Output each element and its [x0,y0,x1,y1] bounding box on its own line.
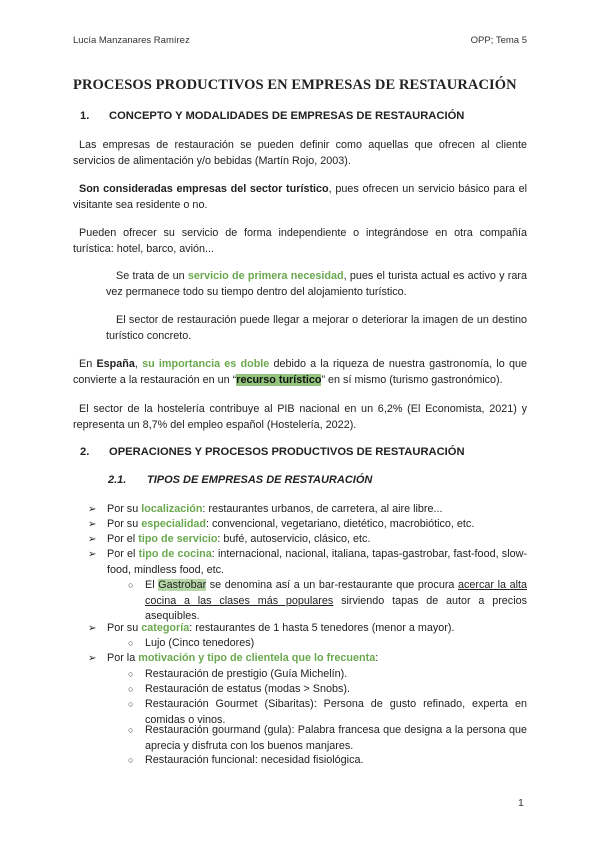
green-term: especialidad [141,518,207,530]
item-text: : restaurantes urbanos, de carretera, al aire libre... [202,503,443,515]
paragraph-definition: Las empresas de restauración se pueden definir como aquellas que ofrecen al cliente servicios de alimentación y/o bebidas (Martín Rojo, 2003). [73,139,527,167]
item-text: Por la [107,652,139,664]
header-course: OPP; Tema 5 [470,35,527,46]
bold-espana: España [96,358,135,370]
circle-bullet-icon: ○ [128,580,134,590]
highlighted-recurso-turistico: recurso turístico [236,374,322,386]
green-term: tipo de cocina [138,548,212,560]
arrow-bullet-icon: ➢ [88,653,97,664]
paragraph-text: , pues el turista actual es activo y rara vez permanece todo su tiempo dentro del alojamiento turístico. [106,270,527,298]
paragraph-imagen-destino: El sector de restauración puede llegar a mejorar o deteriorar la imagen de un destino turístico concreto. [106,314,527,342]
list-item-tipo-cocina [88,547,527,578]
subsection-number: 2.1. [108,474,127,486]
paragraph-espana [73,356,527,388]
item-text: : bufé, autoservicio, clásico, etc. [217,533,371,545]
header-author: Lucía Manzanares Ramírez [73,35,190,46]
circle-bullet-icon: ○ [128,755,134,765]
green-highlight: su importancia es doble [142,358,270,370]
list-item-tipo-servicio [88,532,527,548]
arrow-bullet-icon: ➢ [88,549,97,560]
sub-item-funcional [128,753,527,769]
paragraph-independiente: Pueden ofrecer su servicio de forma independiente o integrándose en otra compañía turística: hotel, barco, avión... [73,227,527,255]
paragraph-primera-necesidad [106,268,527,300]
arrow-bullet-icon: ➢ [88,534,97,545]
circle-bullet-icon: ○ [128,684,134,694]
item-text: : [375,652,379,664]
arrow-bullet-icon: ➢ [88,504,97,515]
section-2-number: 2. [80,446,90,458]
sub-item-estatus [128,682,527,698]
item-text: : convencional, vegetariano, dietético, macrobiótico, etc. [206,518,475,530]
green-term: tipo de servicio [138,533,218,545]
highlighted-gastrobar: Gastrobar [158,579,207,591]
circle-bullet-icon: ○ [128,638,134,648]
item-text: Por su [107,503,142,515]
item-text: El [145,579,159,591]
subsection-2-1-heading [108,474,372,486]
item-text: Restauración funcional: necesidad fisiológica. [145,754,364,766]
paragraph-pib: El sector de la hostelería contribuye al PIB nacional en un 6,2% (El Economista, 2021) y representa un 8,7% del empleo español (Hostelería, 2022). [73,403,527,431]
green-term: categoría [141,622,190,634]
item-text: Por el [107,548,139,560]
item-text: Restauración gourmand (gula): Palabra francesa que designa a la persona que aprecia y disfruta con los buenos manjares. [145,724,527,752]
list-item-motivacion [88,651,527,667]
item-text: Por su [107,622,142,634]
green-term: motivación y tipo de clientela que lo frecuenta [138,652,376,664]
item-text: sirviendo tapas de autor a precios asequibles. [145,594,527,622]
item-text: : internacional, nacional, italiana, tapas-gastrobar, fast-food, slow-food, mindless food, etc. [107,548,527,576]
item-text: : restaurantes de 1 hasta 5 tenedores (menor a mayor). [189,622,455,634]
paragraph-text: , pues ofrecen un servicio básico para el visitante sea residente o no. [73,183,527,211]
sub-item-gastrobar [128,578,527,625]
item-text: Por su [107,518,142,530]
paragraph-sector-turistico [73,181,527,213]
section-1-number: 1. [80,110,90,122]
arrow-bullet-icon: ➢ [88,623,97,634]
sub-item-gourmand [128,723,527,754]
sub-item-lujo [128,636,527,652]
circle-bullet-icon: ○ [128,699,134,709]
green-term: localización [141,503,203,515]
list-item-localizacion [88,502,527,518]
section-1-heading [80,110,464,122]
list-item-categoria [88,621,527,637]
subsection-title: TIPOS DE EMPRESAS DE RESTAURACIÓN [147,474,373,486]
item-text: Lujo (Cinco tenedores) [145,637,255,649]
document-title: PROCESOS PRODUCTIVOS EN EMPRESAS DE RESTAURACIÓN [73,77,517,93]
section-1-title: CONCEPTO Y MODALIDADES DE EMPRESAS DE RESTAURACIÓN [109,110,465,122]
item-text: Por el [107,533,139,545]
section-2-title: OPERACIONES Y PROCESOS PRODUCTIVOS DE RESTAURACIÓN [109,446,465,458]
item-text: Restauración de prestigio (Guía Michelín). [145,668,348,680]
paragraph-text: , [134,358,143,370]
green-highlight: servicio de primera necesidad [187,270,344,282]
paragraph-text: debido a la riqueza de nuestra gastronomía, lo que convierte a la restauración en un “ [73,358,527,386]
sub-item-prestigio [128,667,527,683]
arrow-bullet-icon: ➢ [88,519,97,530]
circle-bullet-icon: ○ [128,725,134,735]
item-text: Restauración de estatus (modas > Snobs). [145,683,350,695]
paragraph-text: En [79,358,97,370]
section-2-heading [80,446,465,458]
item-text: Restauración Gourmet (Sibaritas): Persona de gusto refinado, experta en comidas o vinos. [145,698,527,726]
underlined-phrase: acercar la alta cocina a las clases más populares [145,579,527,607]
circle-bullet-icon: ○ [128,669,134,679]
paragraph-text: ” en sí mismo (turismo gastronómico). [321,374,503,386]
list-item-especialidad [88,517,527,533]
bold-phrase: Son consideradas empresas del sector turístico [79,183,329,195]
paragraph-text: Se trata de un [116,270,188,282]
page-number: 1 [518,797,524,809]
item-text: se denomina así a un bar-restaurante que procura [206,579,459,591]
